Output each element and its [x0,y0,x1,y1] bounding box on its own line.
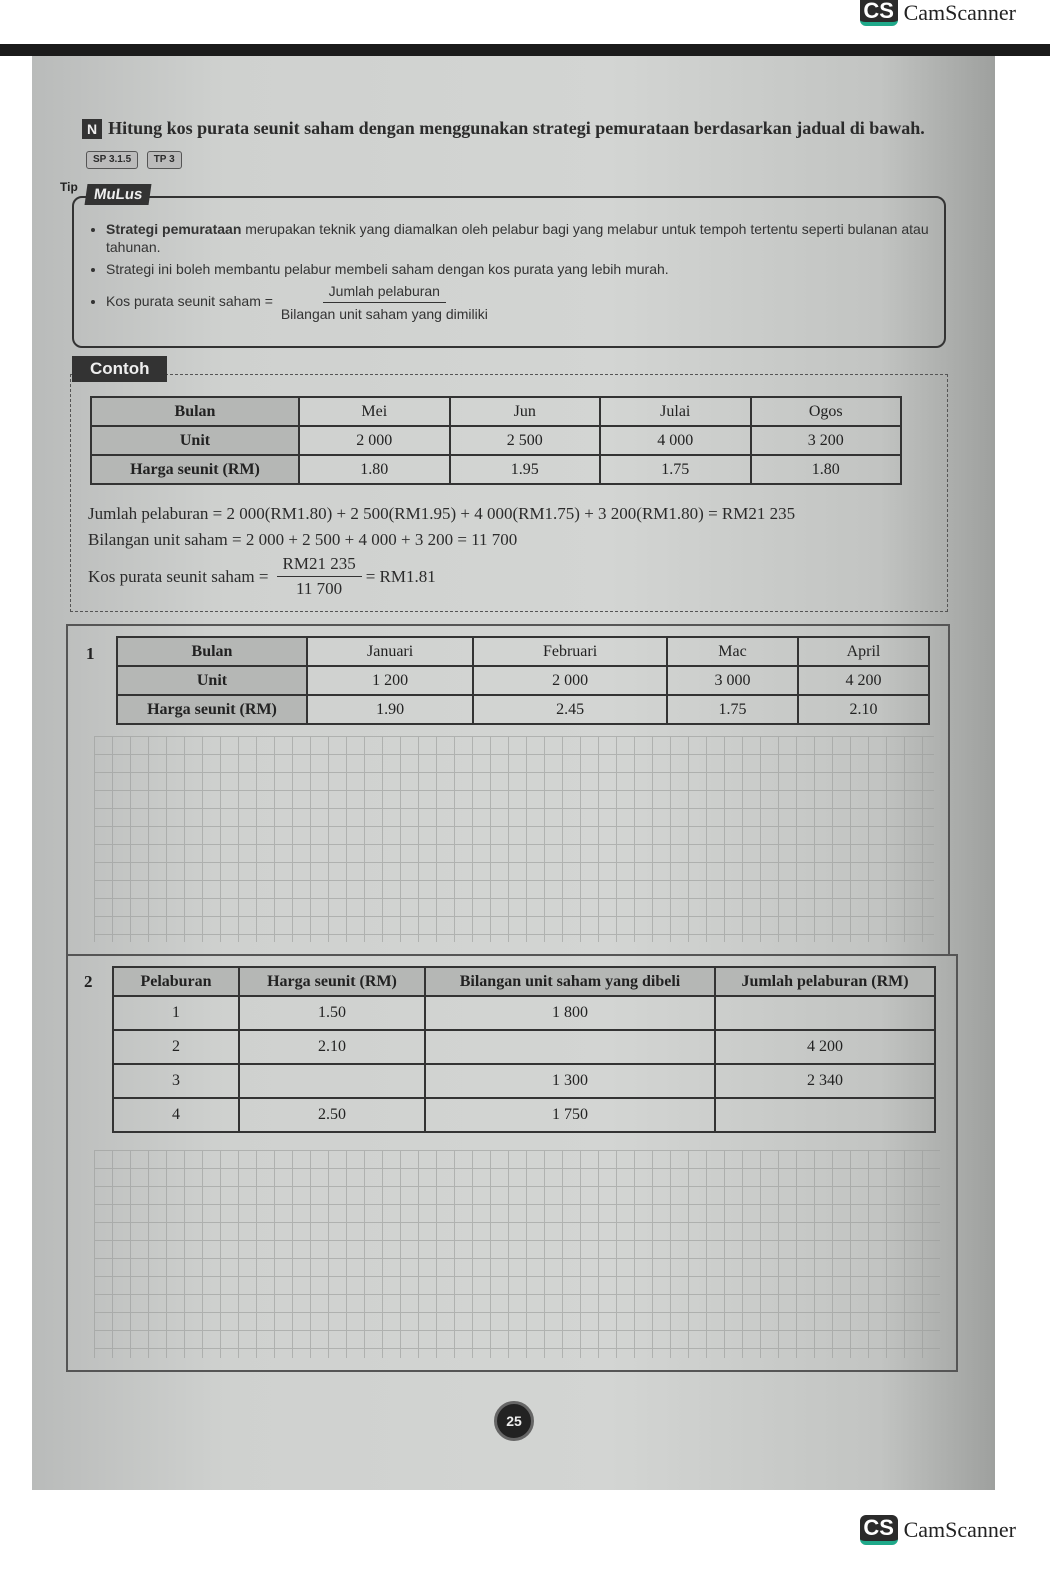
table-cell: 1 300 [425,1064,715,1098]
camscanner-brand-text: CamScanner [903,1517,1016,1542]
table-cell: 2.10 [798,695,929,724]
table-cell: 2.10 [239,1030,425,1064]
question-1-number: 1 [86,644,95,663]
table-header-cell: Harga seunit (RM) [117,695,307,724]
page-number-badge: 25 [494,1401,534,1441]
table-cell: 1.75 [600,455,751,484]
table-header-cell: Bilangan unit saham yang dibeli [425,967,715,996]
table-cell: 3 200 [751,426,902,455]
table-header-cell: Bulan [91,397,299,426]
tip-formula-numerator: Jumlah pelaburan [323,282,446,303]
table-cell: April [798,637,929,666]
table-header-cell: Jumlah pelaburan (RM) [715,967,935,996]
example-line-total: Jumlah pelaburan = 2 000(RM1.80) + 2 500(RM1.95) + 4 000(RM1.75) + 3 200(RM1.80) = RM21 235 [88,504,796,523]
table-row [113,1098,935,1132]
table-header-cell: Bulan [117,637,307,666]
table-cell: 3 [113,1064,239,1098]
table-cell[interactable] [715,1098,935,1132]
table-cell: 4 200 [715,1030,935,1064]
table-cell: 1.80 [299,455,450,484]
camscanner-footer [860,1515,1016,1545]
table-header-cell: Pelaburan [113,967,239,996]
table-row [117,695,929,724]
table-cell: 2 000 [473,666,667,695]
tip-box [72,196,946,348]
example-line-average [88,554,436,599]
table-cell: Januari [307,637,473,666]
example-avg-lhs: Kos purata seunit saham = [88,566,269,586]
question-1-answer-grid[interactable] [94,736,934,942]
table-row [91,397,901,426]
example-title: Contoh [72,356,167,382]
question-2-table [112,966,936,1133]
table-cell: Mei [299,397,450,426]
table-cell: 2 000 [299,426,450,455]
camscanner-logo-icon: CS [860,0,898,26]
table-cell: 2 [113,1030,239,1064]
table-cell: 1 750 [425,1098,715,1132]
tip-bullet-2: • Strategi ini boleh membantu pelabur membeli saham dengan kos purata yang lebih murah. [106,260,944,278]
example-avg-fraction [277,554,362,599]
question-text: Hitung kos purata seunit saham dengan menggunakan strategi pemurataan berdasarkan jadual di bawah. [108,118,925,138]
table-cell: 1.80 [751,455,902,484]
camscanner-header [860,0,1016,26]
tip-bullet-1-bold: Strategi pemurataan [106,221,242,237]
question-heading [82,114,962,170]
question-2-number: 2 [84,972,93,991]
table-cell[interactable] [239,1064,425,1098]
table-row [91,455,901,484]
table-cell: 2.50 [239,1098,425,1132]
table-cell: 4 [113,1098,239,1132]
tip-bullet-1-text: merupakan teknik yang diamalkan oleh pelabur bagi yang melabur untuk tempoh tertentu seperti bulanan atau tahunan. [106,221,929,255]
table-cell: 4 000 [600,426,751,455]
table-cell[interactable] [425,1030,715,1064]
tip-title: MuLus [85,184,152,205]
table-header-cell: Unit [91,426,299,455]
table-cell: 1.50 [239,996,425,1030]
table-row [117,637,929,666]
tip-bullet-3 [106,282,944,323]
table-header-cell: Unit [117,666,307,695]
table-cell: Februari [473,637,667,666]
chip-tp: TP 3 [147,151,182,169]
table-row [117,666,929,695]
example-avg-result: = RM1.81 [365,566,436,586]
table-cell[interactable] [715,996,935,1030]
question-badge: N [82,119,102,139]
table-row [113,967,935,996]
table-cell: 4 200 [798,666,929,695]
table-cell: 2 340 [715,1064,935,1098]
example-table [90,396,902,485]
table-cell: 1 200 [307,666,473,695]
scanned-page [32,56,995,1490]
example-avg-denominator: 11 700 [296,579,343,598]
table-header-cell: Harga seunit (RM) [91,455,299,484]
tip-bullet-1 [106,220,944,256]
table-cell: Julai [600,397,751,426]
table-cell: Ogos [751,397,902,426]
table-row [113,996,935,1030]
table-cell: 1 [113,996,239,1030]
tip-label: Tip [60,180,78,194]
table-cell: 1.95 [450,455,601,484]
tip-formula-fraction [281,282,488,323]
example-avg-numerator: RM21 235 [277,554,362,577]
table-cell: 2.45 [473,695,667,724]
question-1-table [116,636,930,725]
chip-sp: SP 3.1.5 [86,151,138,169]
table-cell: 3 000 [667,666,798,695]
question-2-answer-grid[interactable] [94,1150,940,1358]
table-cell: 1.90 [307,695,473,724]
example-line-units: Bilangan unit saham = 2 000 + 2 500 + 4 000 + 3 200 = 11 700 [88,530,518,549]
tip-formula-lhs: Kos purata seunit saham = [106,293,273,310]
table-row [113,1064,935,1098]
table-cell: Mac [667,637,798,666]
table-header-cell: Harga seunit (RM) [239,967,425,996]
tip-formula-denominator: Bilangan unit saham yang dimiliki [280,306,488,322]
table-row [91,426,901,455]
table-cell: 1 800 [425,996,715,1030]
table-cell: 1.75 [667,695,798,724]
table-cell: Jun [450,397,601,426]
table-cell: 2 500 [450,426,601,455]
camscanner-brand-text: CamScanner [903,0,1016,25]
table-row [113,1030,935,1064]
camscanner-logo-icon: CS [860,1515,898,1545]
top-divider-bar [0,44,1050,56]
